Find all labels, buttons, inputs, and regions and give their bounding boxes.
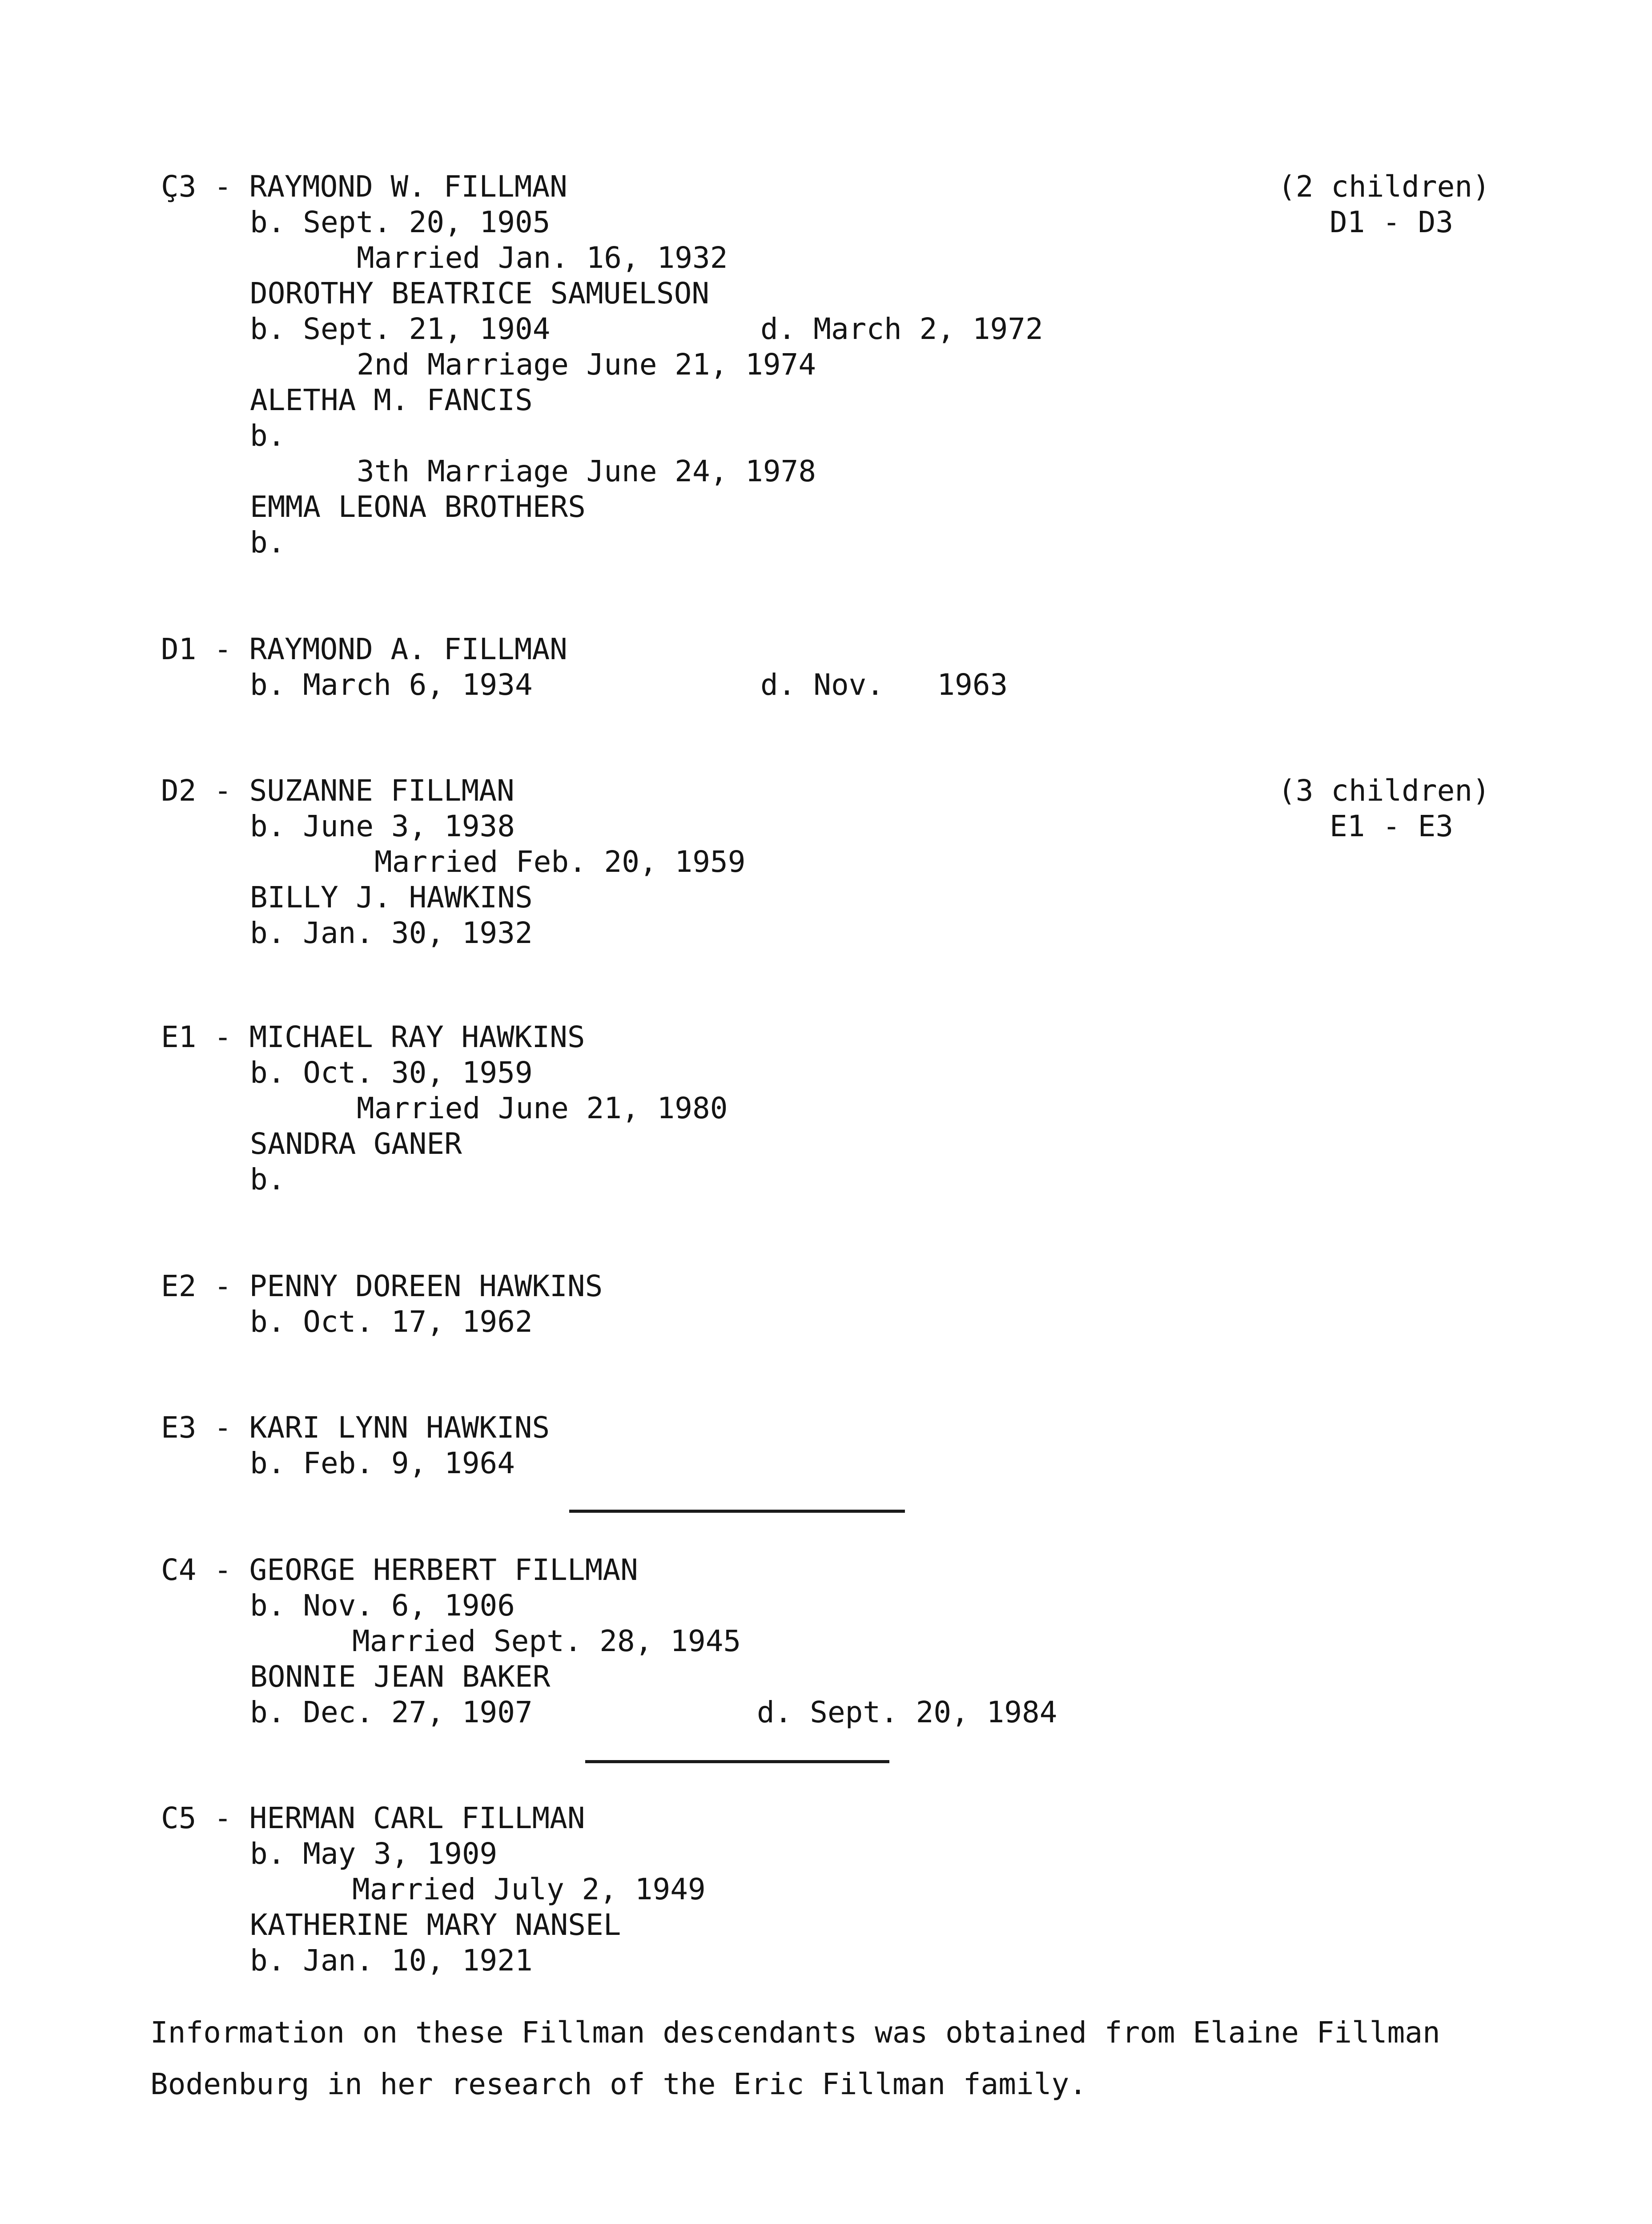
entry-heading: Ç3 - RAYMOND W. FILLMAN	[161, 169, 567, 204]
entry-heading: C4 - GEORGE HERBERT FILLMAN	[161, 1553, 638, 1587]
marriage-line: Married Feb. 20, 1959	[374, 845, 746, 879]
entry-heading: E2 - PENNY DOREEN HAWKINS	[161, 1269, 603, 1303]
spouse-death-line: d. Sept. 20, 1984	[757, 1695, 1057, 1729]
spouse-birth-line: b.	[250, 1162, 285, 1197]
children-count: (2 children)	[1278, 169, 1490, 204]
entry-heading: C5 - HERMAN CARL FILLMAN	[161, 1801, 585, 1835]
entry-heading: E3 - KARI LYNN HAWKINS	[161, 1410, 550, 1445]
marriage-line: 2nd Marriage June 21, 1974	[357, 347, 816, 382]
spouse-birth-line: b.	[250, 525, 285, 560]
spouse-birth-line: b. Dec. 27, 1907	[250, 1695, 533, 1729]
marriage-line: Married July 2, 1949	[352, 1872, 706, 1906]
birth-line: b. Oct. 30, 1959	[250, 1056, 533, 1090]
birth-line: b. Oct. 17, 1962	[250, 1305, 533, 1339]
children-range: E1 - E3	[1330, 809, 1454, 843]
birth-line: b. Sept. 20, 1905	[250, 205, 551, 239]
spouse-name: BONNIE JEAN BAKER	[250, 1660, 551, 1694]
spouse-birth-line: b. Sept. 21, 1904	[250, 312, 551, 346]
spouse-name: KATHERINE MARY NANSEL	[250, 1908, 621, 1942]
birth-line: b. March 6, 1934	[250, 668, 533, 702]
spouse-name: EMMA LEONA BROTHERS	[250, 490, 586, 524]
marriage-line: Married Jan. 16, 1932	[357, 241, 728, 275]
spouse-death-line: d. March 2, 1972	[760, 312, 1043, 346]
entry-heading: E1 - MICHAEL RAY HAWKINS	[161, 1020, 585, 1054]
section-divider	[585, 1760, 889, 1763]
spouse-name: ALETHA M. FANCIS	[250, 383, 533, 417]
spouse-birth-line: b. Jan. 10, 1921	[250, 1943, 533, 1978]
spouse-birth-line: b.	[250, 419, 285, 453]
children-range: D1 - D3	[1330, 205, 1454, 239]
marriage-line: Married June 21, 1980	[357, 1091, 728, 1125]
death-line: d. Nov. 1963	[760, 668, 1008, 702]
spouse-name: BILLY J. HAWKINS	[250, 880, 533, 915]
entry-heading: D1 - RAYMOND A. FILLMAN	[161, 632, 567, 666]
spouse-name: SANDRA GANER	[250, 1127, 462, 1161]
birth-line: b. Feb. 9, 1964	[250, 1446, 515, 1480]
birth-line: b. June 3, 1938	[250, 809, 515, 843]
marriage-line: Married Sept. 28, 1945	[352, 1624, 741, 1658]
birth-line: b. May 3, 1909	[250, 1837, 498, 1871]
entry-heading: D2 - SUZANNE FILLMAN	[161, 774, 514, 808]
section-divider	[569, 1510, 905, 1513]
spouse-name: DOROTHY BEATRICE SAMUELSON	[250, 276, 710, 310]
source-note: Information on these Fillman descendants was obtained from Elaine Fillman Bodenburg in her research of the Eric Fillman family.	[150, 2015, 1440, 2101]
birth-line: b. Nov. 6, 1906	[250, 1588, 515, 1623]
spouse-birth-line: b. Jan. 30, 1932	[250, 916, 533, 950]
children-count: (3 children)	[1278, 774, 1490, 808]
marriage-line: 3th Marriage June 24, 1978	[357, 454, 816, 488]
